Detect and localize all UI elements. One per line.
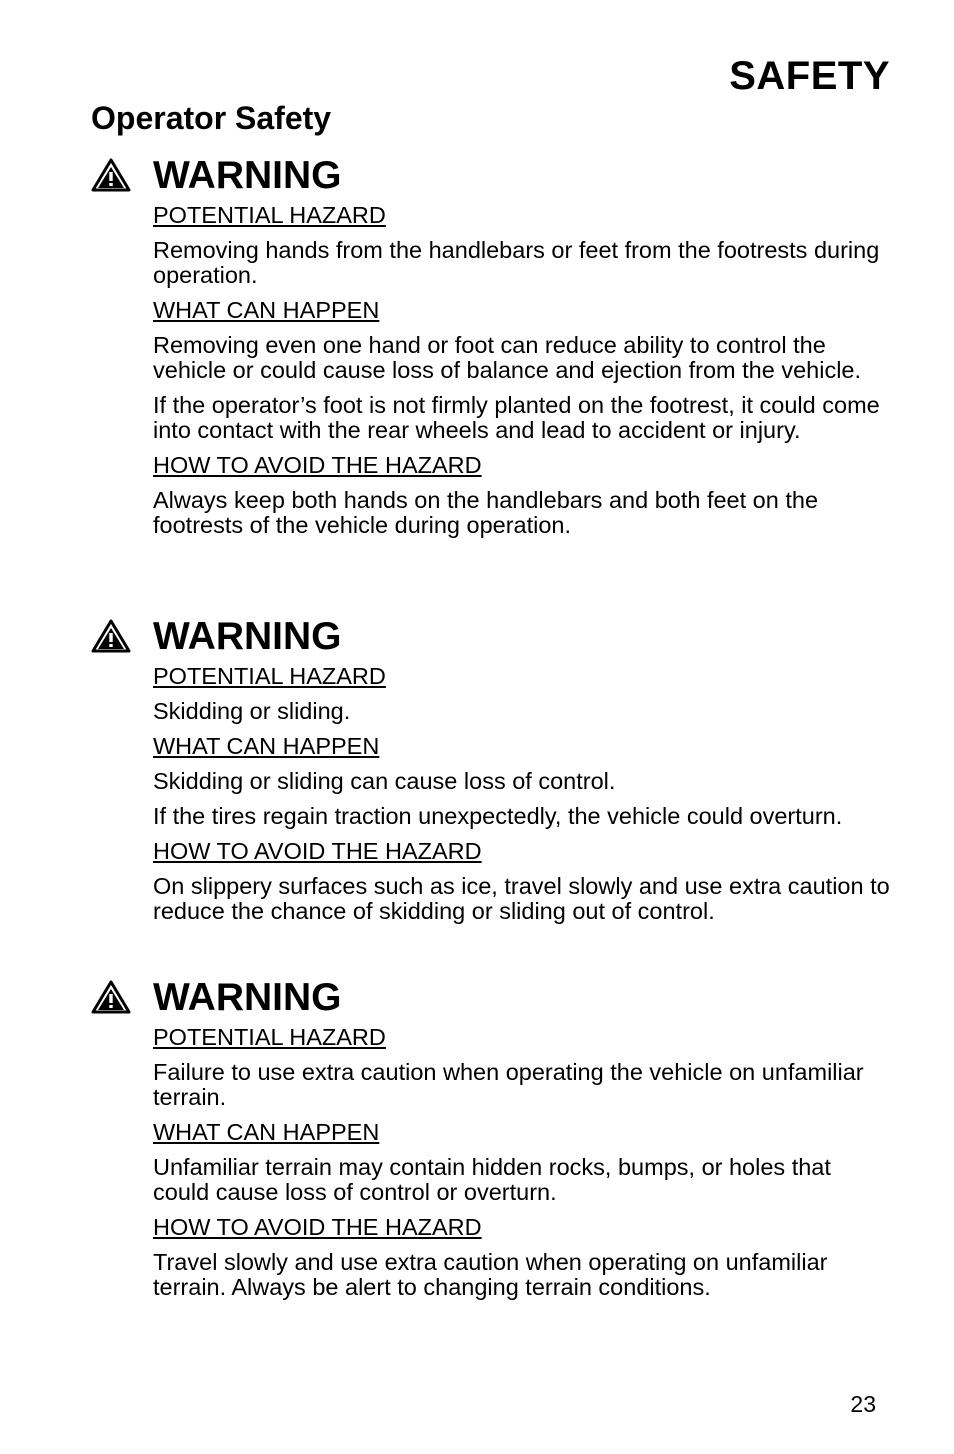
what-can-happen-text: Skidding or sliding can cause loss of control. [153, 768, 616, 794]
warning-header [91, 153, 891, 197]
warning-title: WARNING [153, 153, 342, 197]
potential-hazard-label: POTENTIAL HAZARD [153, 202, 386, 228]
warning-triangle-icon [91, 980, 131, 1014]
warning-body [153, 203, 891, 538]
warning-body [153, 664, 891, 924]
what-can-happen-text: If the operator’s foot is not firmly planted on the footrest, it could come into contact with the rear wheels and lead to accident or injury. [153, 392, 880, 443]
what-can-happen-label: WHAT CAN HAPPEN [153, 733, 380, 759]
potential-hazard-text: Removing hands from the handlebars or feet from the footrests during operation. [153, 237, 880, 288]
potential-hazard-label: POTENTIAL HAZARD [153, 1024, 386, 1050]
how-to-avoid-text: Always keep both hands on the handlebars and both feet on the footrests of the vehicle during operation. [153, 487, 819, 538]
what-can-happen-label: WHAT CAN HAPPEN [153, 1119, 380, 1145]
what-can-happen-label: WHAT CAN HAPPEN [153, 297, 380, 323]
warning-title: WARNING [153, 614, 342, 658]
page-number: 23 [850, 1391, 876, 1417]
how-to-avoid-text: On slippery surfaces such as ice, travel slowly and use extra caution to reduce the chance of skidding or sliding out of control. [153, 873, 890, 924]
how-to-avoid-label: HOW TO AVOID THE HAZARD [153, 1214, 482, 1240]
how-to-avoid-label: HOW TO AVOID THE HAZARD [153, 452, 482, 478]
how-to-avoid-text: Travel slowly and use extra caution when operating on unfamiliar terrain. Always be alert to changing terrain conditions. [153, 1249, 828, 1300]
warning-title: WARNING [153, 975, 342, 1019]
potential-hazard-label: POTENTIAL HAZARD [153, 663, 386, 689]
warning-header [91, 614, 891, 658]
what-can-happen-text: Unfamiliar terrain may contain hidden rocks, bumps, or holes that could cause loss of control or overturn. [153, 1154, 831, 1205]
potential-hazard-text: Skidding or sliding. [153, 698, 351, 724]
page-title: SAFETY [729, 54, 890, 98]
what-can-happen-text: If the tires regain traction unexpectedly, the vehicle could overturn. [153, 803, 843, 829]
warning-header [91, 975, 891, 1019]
what-can-happen-text: Removing even one hand or foot can reduce ability to control the vehicle or could cause loss of balance and ejection from the vehicle. [153, 332, 862, 383]
potential-hazard-text: Failure to use extra caution when operating the vehicle on unfamiliar terrain. [153, 1059, 864, 1110]
warning-triangle-icon [91, 158, 131, 192]
warning-block-2 [91, 614, 891, 924]
warning-block-3 [91, 975, 891, 1300]
how-to-avoid-label: HOW TO AVOID THE HAZARD [153, 838, 482, 864]
warning-triangle-icon [91, 619, 131, 653]
warning-block-1 [91, 153, 891, 538]
warning-body [153, 1025, 891, 1300]
section-heading: Operator Safety [91, 100, 332, 136]
